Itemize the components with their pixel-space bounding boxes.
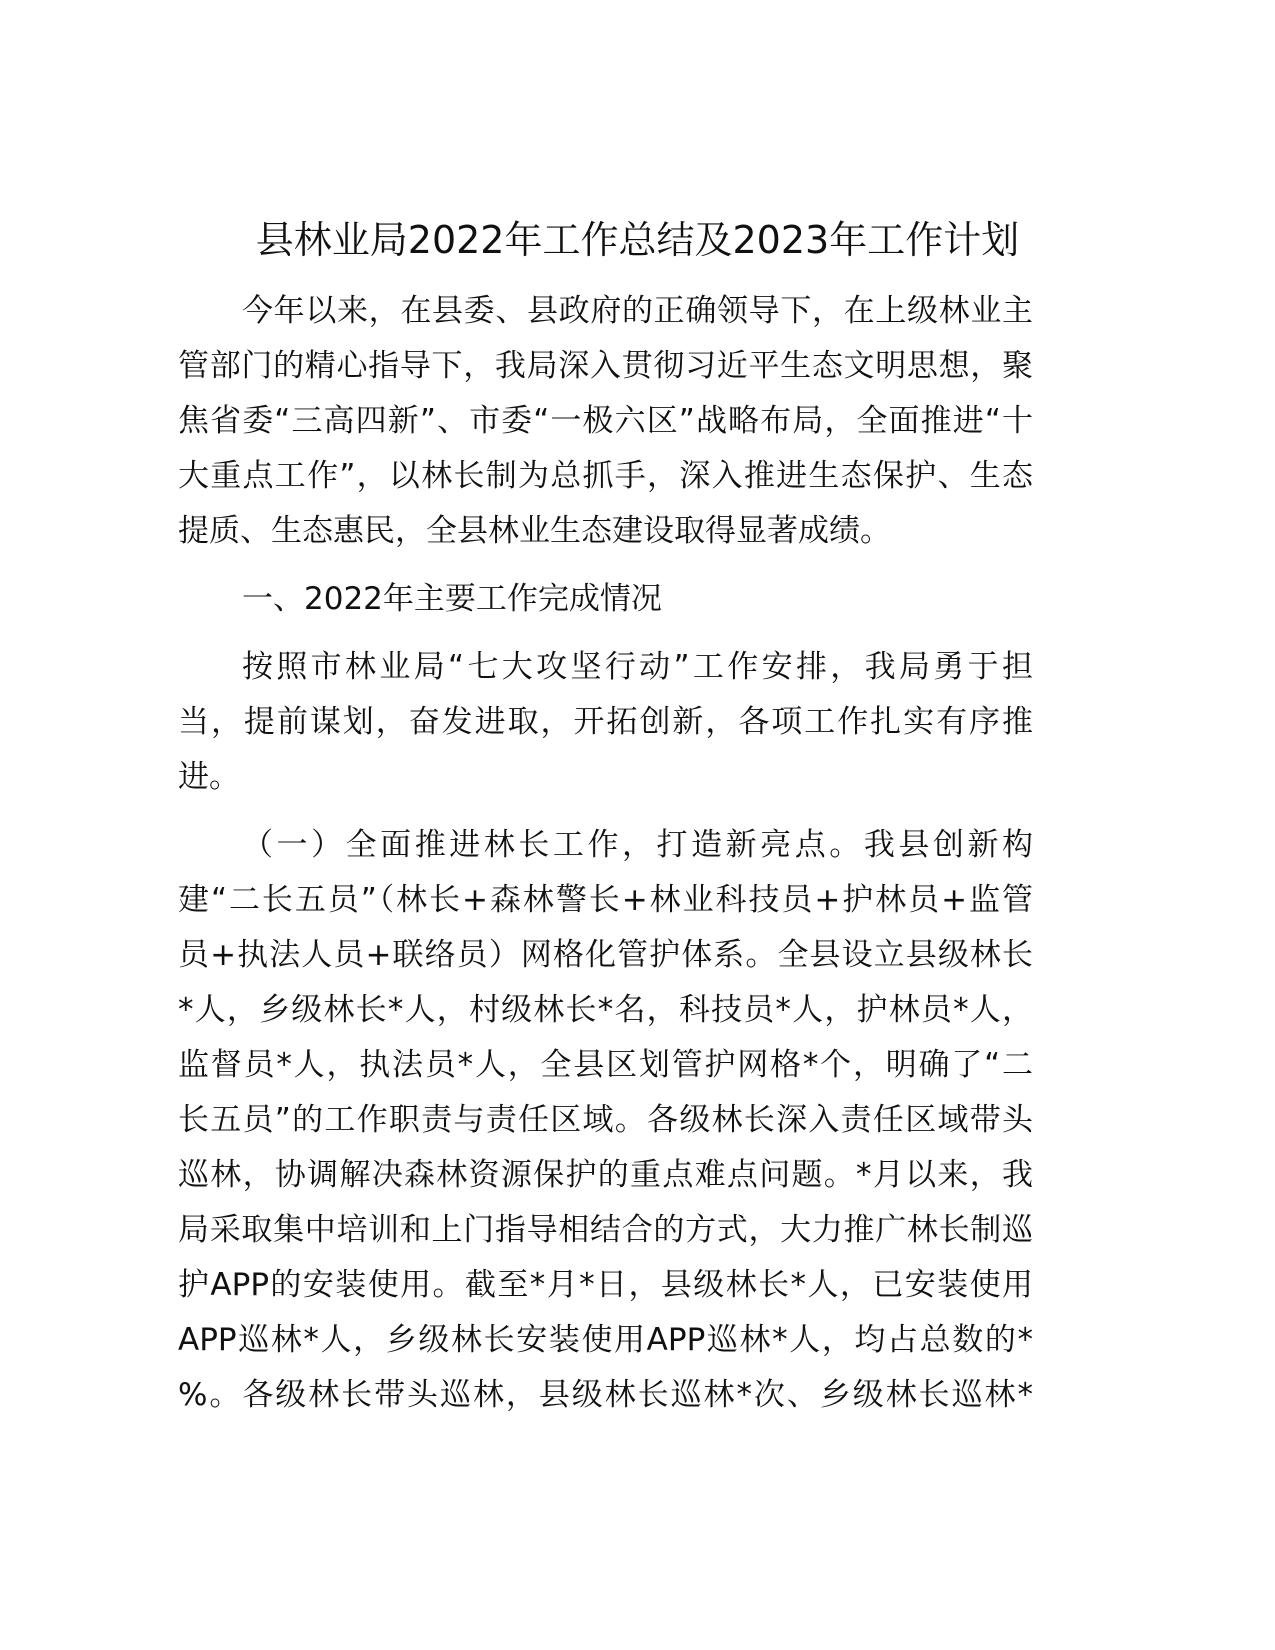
paragraph [178, 284, 1033, 559]
document-title: 县林业局2022年工作总结及2023年工作计划 [255, 218, 1020, 262]
text-line: 提质、生态惠民，全县林业生态建设取得显著成绩。 [178, 513, 891, 549]
paragraph [178, 818, 1033, 1423]
text-line: 进。 [178, 759, 240, 795]
document-body [178, 284, 1033, 1436]
text-line: APP巡林*人，乡级林长安装使用APP巡林*人，均占总数的* [178, 1322, 1033, 1358]
text-line: 按照市林业局“七大攻坚行动”工作安排，我局勇于担 [242, 649, 1033, 685]
text-line: *人，乡级林长*人，村级林长*名，科技员*人，护林员*人， [178, 992, 1033, 1028]
paragraph [178, 640, 1033, 805]
text-line: 当，提前谋划，奋发进取，开拓创新，各项工作扎实有序推 [178, 704, 1033, 740]
text-line: 员+执法人员+联络员）网格化管护体系。全县设立县级林长 [178, 937, 1033, 973]
text-line: 今年以来，在县委、县政府的正确领导下，在上级林业主 [242, 293, 1033, 329]
text-line: 巡林，协调解决森林资源保护的重点难点问题。*月以来，我 [178, 1157, 1033, 1193]
text-line: 建“二长五员”（林长+森林警长+林业科技员+护林员+监管 [178, 882, 1033, 918]
text-line: %。各级林长带头巡林，县级林长巡林*次、乡级林长巡林* [178, 1377, 1033, 1413]
text-line: 长五员”的工作职责与责任区域。各级林长深入责任区域带头 [178, 1102, 1033, 1138]
paragraph [178, 572, 1033, 627]
text-line: 护APP的安装使用。截至*月*日，县级林长*人，已安装使用 [178, 1267, 1033, 1303]
text-line: 大重点工作”，以林长制为总抓手，深入推进生态保护、生态 [178, 458, 1033, 494]
section-heading: 一、2022年主要工作完成情况 [242, 581, 662, 617]
text-line: 局采取集中培训和上门指导相结合的方式，大力推广林长制巡 [178, 1212, 1033, 1248]
text-line: 焦省委“三高四新”、市委“一极六区”战略布局，全面推进“十 [178, 403, 1033, 439]
text-line: （一）全面推进林长工作，打造新亮点。我县创新构 [242, 827, 1033, 863]
text-line: 监督员*人，执法员*人，全县区划管护网格*个，明确了“二 [178, 1047, 1033, 1083]
text-line: 管部门的精心指导下，我局深入贯彻习近平生态文明思想，聚 [178, 348, 1033, 384]
